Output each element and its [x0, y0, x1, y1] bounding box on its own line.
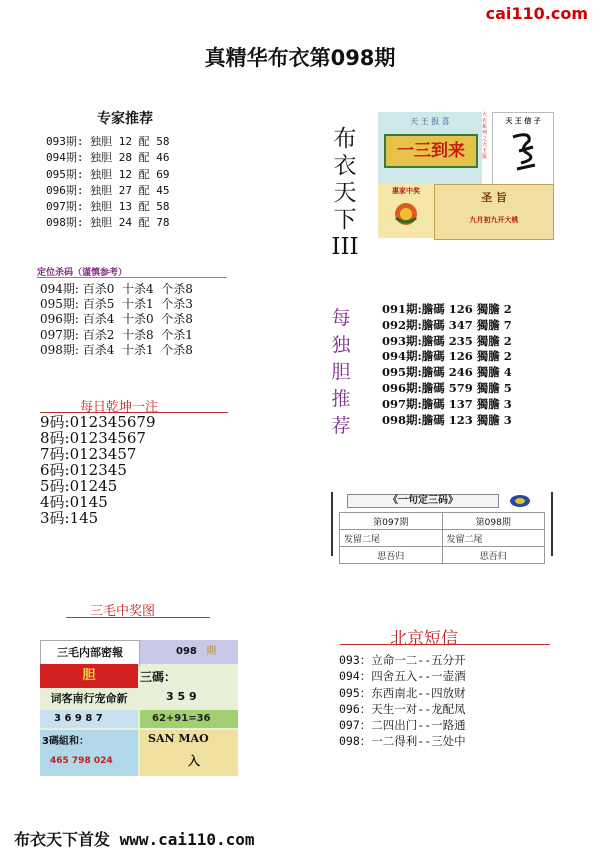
dandan-vertical-title: 每 独 胆 推 荐 [331, 307, 351, 437]
sms-row: 095：东西南北--四放财 [339, 685, 466, 700]
flower-icon [392, 200, 420, 228]
dandan-row: 094期:膽碼 126 獨膽 2 [382, 349, 512, 364]
sms-row: 097：二四出门--一路通 [339, 718, 466, 733]
expert-row: 094期: 独胆 28 配 46 [46, 151, 170, 165]
dandan-row: 097期:膽碼 137 獨膽 3 [382, 396, 512, 411]
daily-row: 5码:01245 [40, 477, 118, 495]
yiju-box [331, 492, 553, 562]
dandan-row: 095期:膽碼 246 獨膽 4 [382, 365, 512, 380]
sms-divider [340, 644, 550, 645]
daily-list [40, 414, 156, 526]
dandan-list [382, 302, 512, 428]
sanmao-divider [66, 617, 210, 618]
sanmao-heading: 三毛中奖图 [90, 604, 156, 619]
page-title: 真精华布衣第098期 [204, 46, 396, 70]
banner-main: 一三到来 [384, 134, 478, 168]
dandan-row: 096期:膽碼 579 獨膽 5 [382, 380, 512, 395]
sms-row: 093：立命一二--五分开 [339, 653, 466, 667]
yiju-table: 第097期 第098期 发留二尾 发留二尾 思吾归 思吾归 [339, 512, 545, 564]
dandan-row: 098期:膽碼 123 獨膽 3 [382, 412, 512, 427]
logo-icon [509, 494, 531, 508]
daily-row: 9码:012345679 [40, 413, 156, 431]
buyi-vertical-title: 布 衣 天 下 III [331, 126, 359, 260]
buyi-picture [378, 112, 552, 238]
daily-row: 8码:01234567 [40, 429, 146, 447]
expert-row: 096期: 独胆 27 配 45 [46, 183, 170, 197]
expert-heading: 专家推荐 [97, 111, 153, 127]
footer-text: 布衣天下首发 www.cai110.com [14, 830, 255, 849]
expert-row: 097期: 独胆 13 配 58 [46, 200, 170, 214]
daily-heading: 每日乾坤一注 [80, 400, 159, 415]
banner-side-text: 大衣系列之天王报 [482, 112, 491, 184]
dandan-row: 091期:膽碼 126 獨膽 2 [382, 302, 512, 316]
kill-row: 097期: 百杀2 十杀8 个杀1 [40, 327, 193, 342]
banner-panel [378, 112, 482, 184]
dandan-row: 093期:膽碼 235 獨膽 2 [382, 333, 512, 348]
kill-heading: 定位杀码（谨慎参考） [37, 268, 128, 278]
kill-divider [37, 277, 227, 278]
expert-row: 093期: 独胆 12 配 58 [46, 135, 170, 148]
tianwang-text: 天 王 信 子 [505, 117, 541, 125]
expert-row: 095期: 独胆 12 配 69 [46, 167, 170, 181]
kill-row: 094期: 百杀0 十杀4 个杀8 [40, 282, 193, 296]
sanmao-picture: 三毛内部密報 098 期 胆 三碼： 词客南行宠命新 3 5 9 3 6 9 8 7 62+91=36 3碼組和： 465 798 024 SAN MAO 入 [40, 640, 238, 776]
kill-row: 095期: 百杀5 十杀1 个杀3 [40, 297, 193, 312]
scroll-right: 圣 旨 九月初九开大桃 [434, 184, 554, 240]
calligraphy-icon [507, 129, 539, 173]
sms-heading: 北京短信 [390, 629, 458, 649]
daily-row: 4码:0145 [40, 493, 108, 511]
kill-row: 098期: 百杀4 十杀1 个杀8 [40, 342, 193, 357]
sms-row: 096：天生一对--龙配凤 [339, 701, 466, 716]
kill-row: 096期: 百杀4 十杀0 个杀8 [40, 312, 193, 327]
site-label: cai110.com [485, 4, 588, 23]
kill-list [40, 282, 193, 358]
expert-row: 098期: 独胆 24 配 78 [46, 216, 170, 230]
banner-top-text: 天 王 报 喜 [410, 117, 450, 126]
expert-list [46, 134, 169, 232]
sms-list [339, 652, 466, 750]
daily-row: 3码:145 [40, 509, 99, 527]
tianwang-panel [492, 112, 554, 186]
dandan-row: 092期:膽碼 347 獨膽 7 [382, 317, 512, 332]
daily-row: 6码:012345 [40, 461, 127, 479]
sms-row: 098：一二得利--三处中 [339, 734, 466, 749]
scroll-left: 惠家中奖 [378, 184, 434, 238]
sms-row: 094：四舍五入--一壶酒 [339, 669, 466, 684]
daily-row: 7码:0123457 [40, 445, 137, 463]
yiju-heading: 《一句定三码》 [347, 494, 499, 508]
